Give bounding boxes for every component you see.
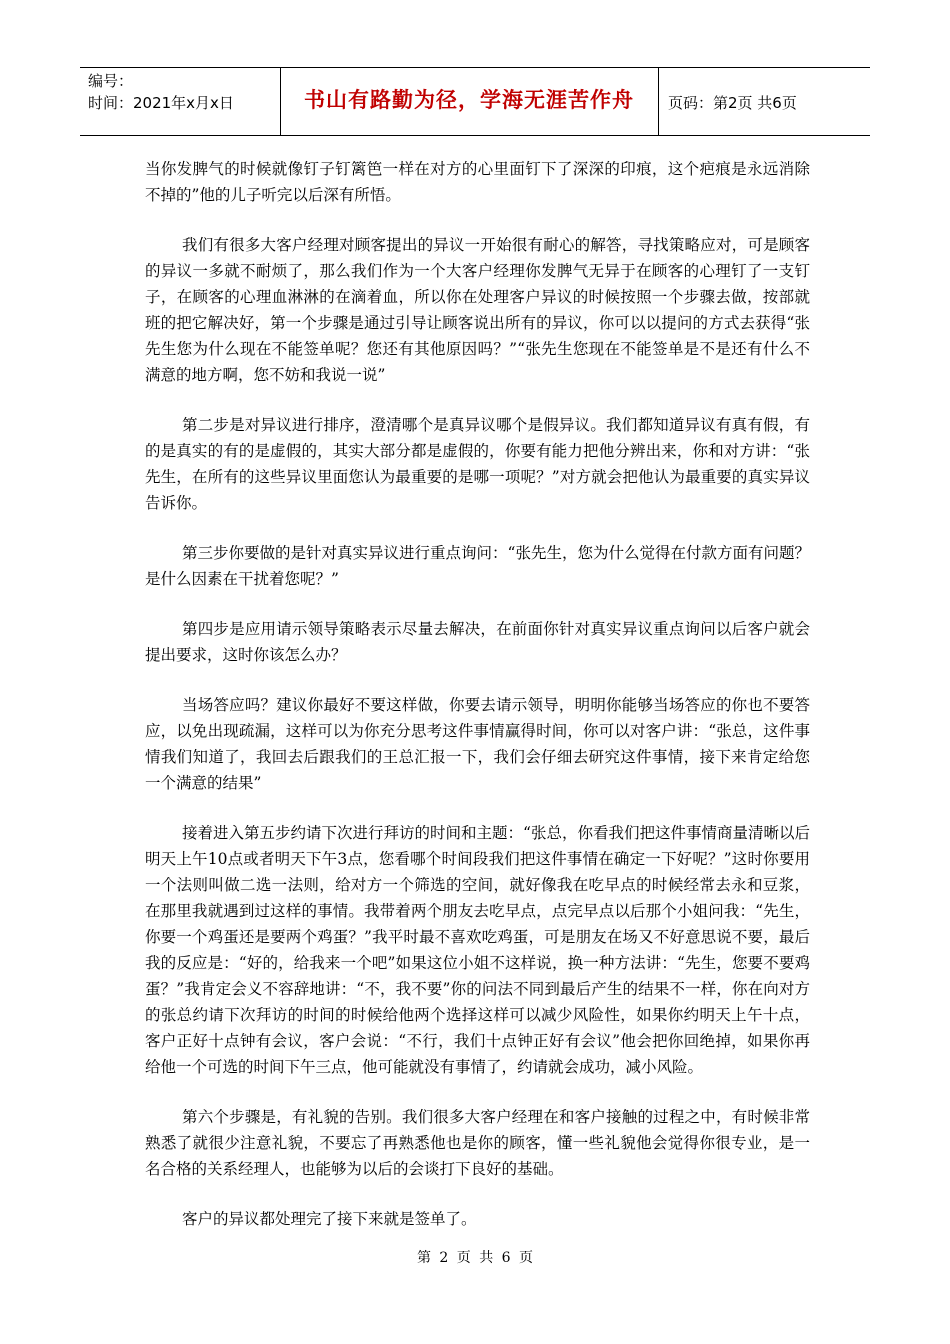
paragraph: 第二步是对异议进行排序，澄清哪个是真异议哪个是假异议。我们都知道异议有真有假，有的是真实的有的是虚假的，其实大部分都是虚假的，你要有能力把他分辨出来，你和对方讲：“张先生，在所有的这些异议里面您认为最重要的是哪一项呢？”对方就会把他认为最重要的真实异议告诉你。 [145,416,810,512]
document-date: 时间：2021年x月x日 [88,94,234,112]
paragraph: 第六个步骤是，有礼貌的告别。我们很多大客户经理在和客户接触的过程之中，有时候非常熟悉了就很少注意礼貌，不要忘了再熟悉他也是你的顾客，懂一些礼貌他会觉得你很专业，是一名合格的关系经理人，也能够为以后的会谈打下良好的基础。 [145,1108,810,1178]
document-number-label: 编号： [88,72,134,90]
page-footer: 第 2 页 共 6 页 [416,1250,534,1266]
header-top-rule [80,67,870,68]
paragraph: 客户的异议都处理完了接下来就是签单了。 [182,1210,477,1228]
paragraph: 第四步是应用请示领导策略表示尽量去解决，在前面你针对真实异议重点询问以后客户就会提出要求，这时你该怎么办？ [145,620,810,664]
header-divider-right [658,67,659,135]
paragraph: 当你发脾气的时候就像钉子钉篱笆一样在对方的心里面钉下了深深的印痕，这个疤痕是永远消除不掉的”他的儿子听完以后深有所悟。 [145,160,810,204]
header-meta [88,70,278,114]
header-motto: 书山有路勤为径，学海无涯苦作舟 [304,88,634,112]
header-page-info: 页码：第2页 共6页 [668,94,797,112]
paragraph: 我们有很多大客户经理对顾客提出的异议一开始很有耐心的解答，寻找策略应对，可是顾客的异议一多就不耐烦了，那么我们作为一个大客户经理你发脾气无异于在顾客的心理钉了一支钉子，在顾客的心理血淋淋的在滴着血，所以你在处理客户异议的时候按照一个步骤去做，按部就班的把它解决好，第一个步骤是通过引导让顾客说出所有的异议，你可以以提问的方式去获得“张先生您为什么现在不能签单呢？您还有其他原因吗？”“张先生您现在不能签单是不是还有什么不满意的地方啊，您不妨和我说一说” [145,236,810,384]
paragraph: 接着进入第五步约请下次进行拜访的时间和主题：“张总，你看我们把这件事情商量清晰以后明天上午10点或者明天下午3点，您看哪个时间段我们把这件事情在确定一下好呢？”这时你要用一个法则叫做二选一法则，给对方一个筛选的空间，就好像我在吃早点的时候经常去永和豆浆，在那里我就遇到过这样的事情。我带着两个朋友去吃早点，点完早点以后那个小姐问我：“先生，你要一个鸡蛋还是要两个鸡蛋？”我平时最不喜欢吃鸡蛋，可是朋友在场又不好意思说不要，最后我的反应是：“好的，给我来一个吧”如果这位小姐不这样说，换一种方法讲：“先生，您要不要鸡蛋？”我肯定会义不容辞地讲：“不，我不要”你的问法不同到最后产生的结果不一样，你在向对方的张总约请下次拜访的时间的时候给他两个选择这样可以减少风险性，如果你约明天上午十点，客户正好十点钟有会议，客户会说：“不行，我们十点钟正好有会议”他会把你回绝掉，如果你再给他一个可选的时间下午三点，他可能就没有事情了，约请就会成功，减小风险。 [145,824,810,1076]
paragraph: 当场答应吗？建议你最好不要这样做，你要去请示领导，明明你能够当场答应的你也不要答应，以免出现疏漏，这样可以为你充分思考这件事情赢得时间，你可以对客户讲：“张总，这件事情我们知道了，我回去后跟我们的王总汇报一下，我们会仔细去研究这件事情，接下来肯定给您一个满意的结果” [145,696,810,792]
document-body [145,156,810,1256]
header-bottom-rule [80,135,870,136]
paragraph: 第三步你要做的是针对真实异议进行重点询问：“张先生，您为什么觉得在付款方面有问题？是什么因素在干扰着您呢？” [145,544,810,588]
